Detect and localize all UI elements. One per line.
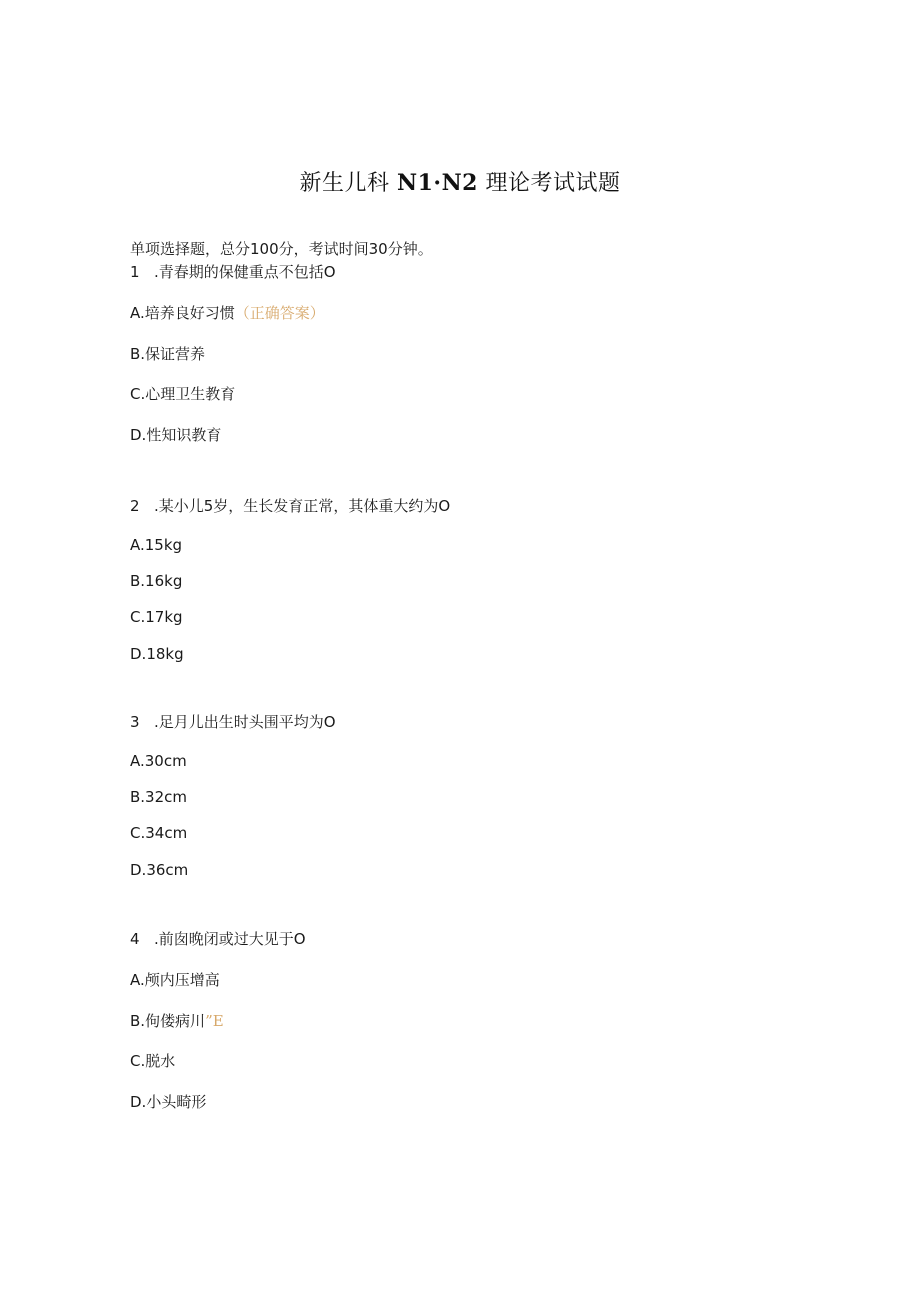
question-3-option-a[interactable] — [130, 751, 187, 771]
option-text: D.小头畸形 — [130, 1093, 207, 1111]
option-text: A.15kg — [130, 536, 183, 554]
title-suffix: 理论考试试题 — [485, 171, 621, 196]
question-4-option-c[interactable] — [130, 1051, 175, 1071]
question-1-option-a[interactable] — [130, 303, 325, 323]
option-text: C.心理卫生教育 — [130, 385, 236, 403]
question-3-option-b[interactable] — [130, 787, 187, 807]
option-text: A.30cm — [130, 752, 187, 770]
question-4-option-a[interactable] — [130, 970, 220, 990]
title-prefix: 新生儿科 — [299, 171, 390, 196]
question-1 — [130, 262, 336, 282]
option-text: C.17kg — [130, 608, 183, 626]
question-text: .某小儿5岁，生长发育正常，其体重大约为O — [154, 497, 451, 515]
option-text: A.培养良好习惯 — [130, 304, 235, 322]
question-2-option-d[interactable] — [130, 644, 184, 664]
option-text: B.16kg — [130, 572, 183, 590]
question-4-option-b[interactable] — [130, 1011, 224, 1031]
question-2-option-b[interactable] — [130, 571, 182, 591]
option-text: B.保证营养 — [130, 345, 206, 363]
option-text: B.佝偻病川 — [130, 1012, 206, 1030]
question-number: 4 — [130, 930, 140, 948]
question-text: .足月儿出生时头围平均为O — [154, 713, 336, 731]
question-text: .前囱晚闭或过大见于O — [154, 930, 306, 948]
question-1-option-b[interactable] — [130, 344, 205, 364]
option-text: B.32cm — [130, 788, 188, 806]
option-text: D.性知识教育 — [130, 426, 222, 444]
question-4-option-d[interactable] — [130, 1092, 206, 1112]
option-text: C.34cm — [130, 824, 188, 842]
question-3-option-c[interactable] — [130, 823, 187, 843]
question-2-option-a[interactable] — [130, 535, 182, 555]
option-text: A.颅内压增高 — [130, 971, 220, 989]
option-text: D.36cm — [130, 861, 189, 879]
question-2-option-c[interactable] — [130, 607, 183, 627]
exam-intro: 单项选择题，总分100分，考试时间30分钟。 — [130, 240, 433, 258]
correct-answer-note: （正确答案） — [234, 304, 325, 322]
page-title — [0, 166, 920, 197]
title-code: N1·N2 — [397, 170, 478, 196]
question-3-option-d[interactable] — [130, 860, 188, 880]
option-text: D.18kg — [130, 645, 184, 663]
question-1-option-c[interactable] — [130, 384, 235, 404]
question-number: 1 — [130, 263, 140, 281]
question-4 — [130, 929, 306, 949]
question-3 — [130, 712, 336, 732]
question-1-option-d[interactable] — [130, 425, 221, 445]
option-text: C.脱水 — [130, 1052, 176, 1070]
question-text: .青春期的保健重点不包括O — [154, 263, 336, 281]
question-2 — [130, 496, 450, 516]
question-number: 3 — [130, 713, 140, 731]
correct-answer-note: ”E — [205, 1012, 224, 1030]
question-number: 2 — [130, 497, 140, 515]
